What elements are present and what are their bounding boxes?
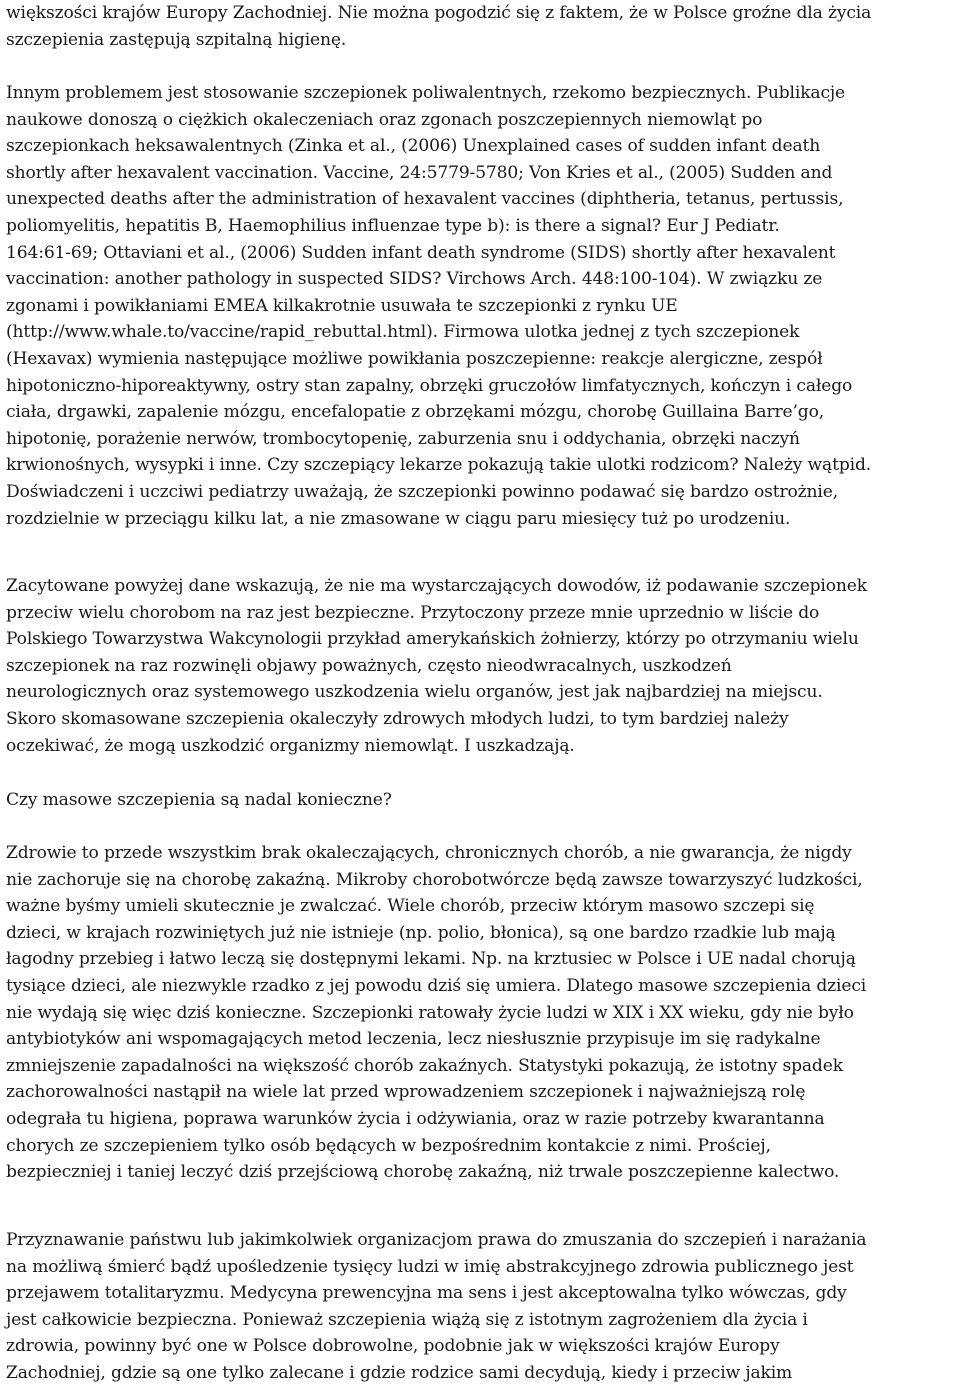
text-line: na możliwą śmierć bądź upośledzenie tysięcy ludzi w imię abstrakcyjnego zdrowia publicznego jest [6,1256,854,1277]
text-line: unexpected deaths after the administration of hexavalent vaccines (diphtheria, tetanus, pertussis, [6,189,844,210]
text-line: krwionośnych, wysypki i inne. Czy szczepiący lekarze pokazują takie ulotki rodzicom? Należy wątpid. [6,455,872,476]
text-line: Czy masowe szczepienia są nadal konieczne? [6,790,392,810]
text-line: jest całkowicie bezpieczna. Ponieważ szczepienia wiążą się z istotnym zagrożeniem dla życia i [6,1309,808,1330]
text-line: rozdzielnie w przeciągu kilku lat, a nie zmasowane w ciągu paru miesięcy tuż po urodzeniu. [6,508,791,529]
text-line: Zacytowane powyżej dane wskazują, że nie ma wystarczających dowodów, iż podawanie szczepionek [6,576,867,596]
text-line: bezpieczniej i taniej leczyć dziś przejściową chorobę zakaźną, niż trwale poszczepienne kalectwo. [6,1162,840,1183]
text-line: zmniejszenie zapadalności na większość chorób zakaźnych. Statystyki pokazują, że istotny spadek [6,1055,843,1076]
text-line: zgonami i powikłaniami EMEA kilkakrotnie usuwała te szczepionki z rynku UE [6,295,678,316]
text-line: Skoro skomasowane szczepienia okaleczyły zdrowych młodych ludzi, to tym bardziej należy [6,708,789,729]
text-line: neurologicznych oraz systemowego uszkodzenia wielu organów, jest jak najbardziej na miejscu. [6,682,823,703]
text-line: zachorowalności nastąpił na wiele lat przed wprowadzeniem szczepionek i najważniejszą rolę [6,1082,806,1103]
text-line: Polskiego Towarzystwa Wakcynologii przykład amerykańskich żołnierzy, którzy po otrzymaniu wielu [6,629,859,650]
text-line: przeciw wielu chorobom na raz jest bezpieczne. Przytoczony przeze mnie uprzednio w liście do [6,602,820,623]
text-line: chorych ze szczepieniem tylko osób będących w bezpośrednim kontakcie z nimi. Prościej, [6,1135,771,1156]
text-line: Zdrowie to przede wszystkim brak okaleczających, chronicznych chorób, a nie gwarancja, że nigdy [6,843,852,863]
text-line: antybiotyków ani wspomagających metod leczenia, lecz niesłusznie przypisuje im się radykalne [6,1029,821,1050]
text-line: hipotonię, porażenie nerwów, trombocytopenię, zaburzenia snu i oddychania, obrzęki naczyń [6,428,800,449]
text-line: szczepienia zastępują szpitalną higienę. [6,29,347,50]
text-line: przejawem totalitaryzmu. Medycyna prewencyjna ma sens i jest akceptowalna tylko wówczas, gdy [6,1283,847,1304]
text-line: łagodny przebieg i łatwo leczą się dostępnymi lekami. Np. na krztusiec w Polsce i UE nadal chorują [6,949,856,970]
text-line: odegrała tu higiena, poprawa warunków życia i odżywiania, oraz w razie potrzeby kwarantanna [6,1108,825,1129]
text-line: większości krajów Europy Zachodniej. Nie można pogodzić się z faktem, że w Polsce groźne dla życia [6,3,872,23]
text-line: 164:61-69; Ottaviani et al., (2006) Sudden infant death syndrome (SIDS) shortly after hexavalent [6,242,836,263]
paragraph-polyvalent-vaccines [6,80,956,532]
text-line: vaccination: another pathology in suspected SIDS? Virchows Arch. 448:100-104). W związku ze [6,269,823,290]
paragraph-totalitarianism [6,1227,956,1387]
text-line: Zachodniej, gdzie są one tylko zalecane i gdzie rodzice sami decydują, kiedy i przeciw jakim [6,1362,793,1383]
text-line: hipotoniczno-hiporeaktywny, ostry stan zapalny, obrzęki gruczołów limfatycznych, kończyn i całego [6,375,853,396]
paragraph-combined-vaccines [6,573,956,759]
text-line: naukowe donoszą o ciężkich okaleczeniach oraz zgonach poszczepiennych niemowląt po [6,109,763,130]
paragraph-hygiene [6,0,956,53]
text-line: ważne byśmy umieli skutecznie je zwalczać. Wiele chorób, przeciw którym masowo szczepi się [6,896,815,917]
text-line: poliomyelitis, hepatitis B, Haemophilius influenzae type b): is there a signal? Eur J Pediatr. [6,215,780,236]
text-line: Przyznawanie państwu lub jakimkolwiek organizacjom prawa do zmuszania do szczepień i narażania [6,1230,867,1250]
text-line: oczekiwać, że mogą uszkodzić organizmy niemowląt. I uszkadzają. [6,735,575,756]
text-line: ciała, drgawki, zapalenie mózgu, encefalopatie z obrzękami mózgu, chorobę Guillaina Barre’go, [6,402,825,423]
text-line: Innym problemem jest stosowanie szczepionek poliwalentnych, rzekomo bezpiecznych. Publikacje [6,83,846,103]
text-line: zdrowia, powinny być one w Polsce dobrowolne, podobnie jak w większości krajów Europy [6,1336,780,1357]
text-line: shortly after hexavalent vaccination. Vaccine, 24:5779-5780; Von Kries et al., (2005) Sudden and [6,162,833,183]
text-line: tysiące dzieci, ale niezwykle rzadko z jej powodu dziś się umiera. Dlatego masowe szczepienia dzieci [6,975,867,996]
text-line: dzieci, w krajach rozwiniętych już nie istnieje (np. polio, błonica), są one bardzo rzadkie lub mają [6,922,836,943]
text-line: (Hexavax) wymienia następujące możliwe powikłania poszczepienne: reakcje alergiczne, zespół [6,348,823,369]
text-line: nie zachoruje się na chorobę zakaźną. Mikroby chorobotwórcze będą zawsze towarzyszyć ludzkości, [6,869,863,890]
text-line: (http://www.whale.to/vaccine/rapid_rebuttal.html). Firmowa ulotka jednej z tych szczepionek [6,322,800,343]
text-line: Doświadczeni i uczciwi pediatrzy uważają, że szczepionki powinno podawać się bardzo ostrożnie, [6,481,838,502]
text-line: szczepionkach heksawalentnych (Zinka et al., (2006) Unexplained cases of sudden infant death [6,136,821,157]
paragraph-health [6,840,956,1186]
text-line: nie wydają się więc dziś konieczne. Szczepionki ratowały życie ludzi w XIX i XX wieku, gdy nie było [6,1002,854,1023]
text-line: szczepionek na raz rozwinęli objawy poważnych, często nieodwracalnych, uszkodzeń [6,655,732,676]
paragraph-question-heading [6,787,956,814]
